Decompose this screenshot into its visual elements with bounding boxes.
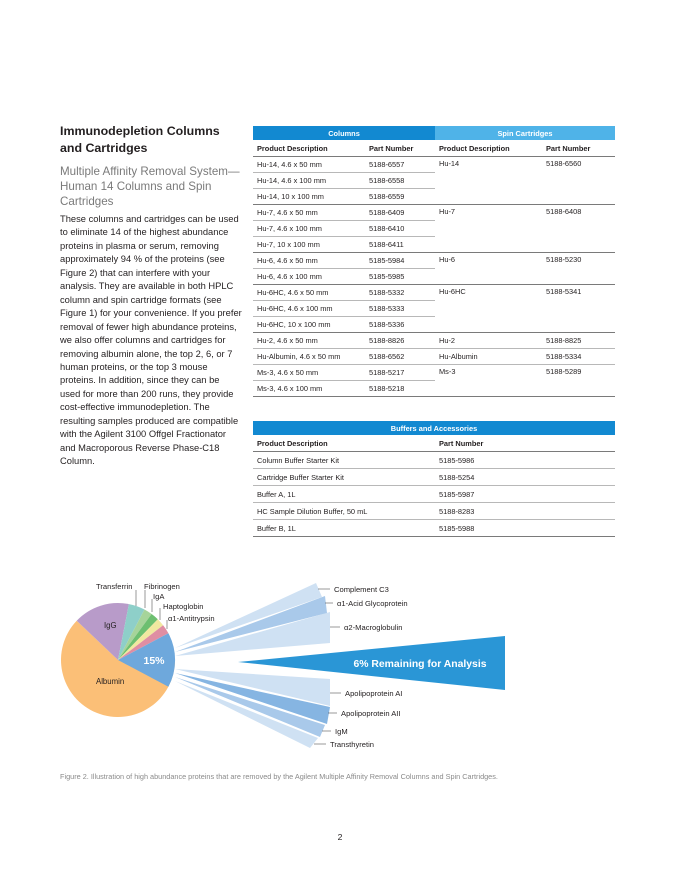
body-paragraph: These columns and cartridges can be used to eliminate 14 of the highest abundance proteins in plasma or serum, removing approximately 94 % of the proteins (see Figure 2) that can interfere with your analysis. They are available in both HPLC column and spin cartridge formats (see Figure 1) for your convenience. If you prefer removal of fewer high abundance proteins, we also offer columns and cartridges for removing albumin alone, the top 2, 6, or 7 human proteins, or the top 3 mouse proteins. In addition, since they can be used for more than 200 runs, they provide cost-effective immunodepletion. The resulting samples produced are compatible with the Agilent 3100 Offgel Fractionator and Macroporous Reverse Phase-C18 Column. [60, 214, 242, 467]
spin-part-number: 5188-8825 [542, 333, 615, 349]
buffer-product: Cartridge Buffer Starter Kit [253, 469, 435, 486]
albumin-label: Albumin [96, 677, 125, 686]
igm-label: IgM [335, 727, 348, 736]
spin-part-number: 5188-5334 [542, 349, 615, 365]
column-product: Hu-Albumin, 4.6 x 50 mm [253, 349, 365, 365]
column-product: Hu-6HC, 4.6 x 50 mm [253, 285, 365, 301]
band-columns: Columns [253, 126, 435, 140]
figure-caption: Figure 2. Illustration of high abundance proteins that are removed by the Agilent Multiple Affinity Removal Columns and Spin Cartridges. [60, 772, 498, 781]
buffer-part-number: 5188-8283 [435, 503, 615, 520]
column-product: Hu-2, 4.6 x 50 mm [253, 333, 365, 349]
column-part-number: 5188-5218 [365, 381, 435, 397]
header-spin-part-number: Part Number [542, 140, 615, 157]
transferrin-label: Transferrin [96, 582, 133, 591]
spin-part-number: 5188-5230 [542, 253, 615, 285]
column-part-number: 5188-6410 [365, 221, 435, 237]
buffer-part-number: 5185-5987 [435, 486, 615, 503]
column-product: Hu-14, 4.6 x 100 mm [253, 173, 365, 189]
fibrinogen-label: Fibrinogen [144, 582, 180, 591]
section-subheading: Multiple Affinity Removal System—Human 14 Columns and Spin Cartridges [60, 165, 240, 208]
column-product: Ms-3, 4.6 x 100 mm [253, 381, 365, 397]
spin-product: Hu-6HC [435, 285, 542, 333]
column-product: Ms-3, 4.6 x 50 mm [253, 365, 365, 381]
spin-part-number: 5188-6408 [542, 205, 615, 253]
page-number: 2 [337, 832, 343, 842]
iga-label: IgA [153, 592, 165, 601]
column-part-number: 5188-5333 [365, 301, 435, 317]
column-part-number: 5188-6559 [365, 189, 435, 205]
spin-part-number: 5188-5289 [542, 365, 615, 397]
spin-product: Ms-3 [435, 365, 542, 397]
fan-wedge-apo-ai [175, 669, 330, 706]
header-part-number: Part Number [435, 435, 615, 452]
haptoglobin-label: Haptoglobin [163, 602, 204, 611]
header-part-number: Part Number [365, 140, 435, 157]
buffer-product: Column Buffer Starter Kit [253, 452, 435, 469]
spin-product: Hu-7 [435, 205, 542, 253]
remaining-label: 6% Remaining for Analysis [353, 659, 487, 670]
igg-label: IgG [104, 621, 117, 630]
header-spin-product-description: Product Description [435, 140, 542, 157]
column-part-number: 5188-6562 [365, 349, 435, 365]
column-part-number: 5188-6557 [365, 157, 435, 173]
spin-product: Hu-2 [435, 333, 542, 349]
spin-product: Hu-14 [435, 157, 542, 205]
column-product: Hu-7, 4.6 x 50 mm [253, 205, 365, 221]
band-spin-cartridges: Spin Cartridges [435, 126, 615, 140]
column-product: Hu-6, 4.6 x 100 mm [253, 269, 365, 285]
column-product: Hu-6HC, 4.6 x 100 mm [253, 301, 365, 317]
column-product: Hu-14, 4.6 x 50 mm [253, 157, 365, 173]
column-part-number: 5188-5217 [365, 365, 435, 381]
column-part-number: 5188-6411 [365, 237, 435, 253]
section-heading: Immunodepletion Columns and Cartridges [60, 124, 220, 155]
macroglobulin-label: α2-Macroglobulin [344, 623, 403, 632]
header-product-description: Product Description [253, 140, 365, 157]
antitrypsin-label: α1-Antitrypsin [168, 614, 215, 623]
header-product-description: Product Description [253, 435, 435, 452]
complement-label: Complement C3 [334, 585, 389, 594]
apo-ai-label: Apolipoprotein AI [345, 689, 403, 698]
column-product: Hu-7, 4.6 x 100 mm [253, 221, 365, 237]
column-part-number: 5188-6409 [365, 205, 435, 221]
spin-part-number: 5188-6560 [542, 157, 615, 205]
column-part-number: 5185-5985 [365, 269, 435, 285]
column-part-number: 5188-6558 [365, 173, 435, 189]
buffer-product: Buffer A, 1L [253, 486, 435, 503]
apo-aii-label: Apolipoprotein AII [341, 709, 401, 718]
buffer-product: HC Sample Dilution Buffer, 50 mL [253, 503, 435, 520]
column-product: Hu-6HC, 10 x 100 mm [253, 317, 365, 333]
buffer-part-number: 5185-5988 [435, 520, 615, 537]
transthyretin-label: Transthyretin [330, 740, 375, 749]
column-product: Hu-6, 4.6 x 50 mm [253, 253, 365, 269]
band-buffers: Buffers and Accessories [253, 421, 615, 435]
column-part-number: 5188-5336 [365, 317, 435, 333]
buffer-part-number: 5185-5986 [435, 452, 615, 469]
column-part-number: 5185-5984 [365, 253, 435, 269]
buffer-product: Buffer B, 1L [253, 520, 435, 537]
spin-product: Hu-Albumin [435, 349, 542, 365]
column-product: Hu-7, 10 x 100 mm [253, 237, 365, 253]
spin-part-number: 5188-5341 [542, 285, 615, 333]
fifteen-percent-label: 15% [143, 655, 165, 667]
glycoprotein-label: α1-Acid Glycoprotein [337, 599, 408, 608]
spin-product: Hu-6 [435, 253, 542, 285]
buffer-part-number: 5188-5254 [435, 469, 615, 486]
column-product: Hu-14, 10 x 100 mm [253, 189, 365, 205]
column-part-number: 5188-8826 [365, 333, 435, 349]
column-part-number: 5188-5332 [365, 285, 435, 301]
